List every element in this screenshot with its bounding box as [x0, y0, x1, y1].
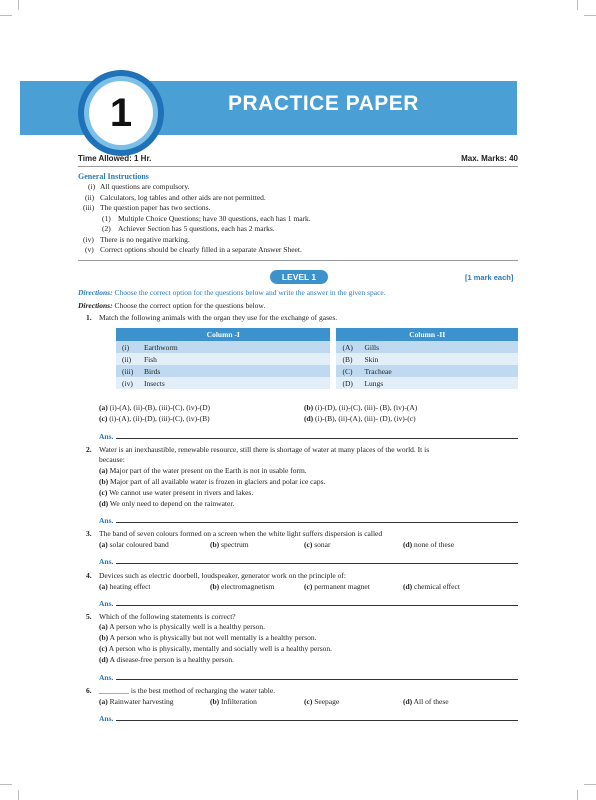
marks-each: [1 mark each] — [465, 273, 514, 282]
option-text: (i)-(D), (ii)-(C), (iii)- (B), (iv)-(A) — [315, 403, 418, 412]
cell: Lungs — [360, 377, 518, 389]
option — [304, 582, 370, 591]
option-text: A disease-free person is a healthy person. — [109, 655, 234, 664]
instruction-num: (1) — [102, 213, 111, 223]
crop-mark — [577, 790, 578, 800]
cell: Gills — [360, 341, 518, 353]
match-table — [116, 328, 518, 389]
table-row — [116, 353, 518, 365]
max-marks: Max. Marks: 40 — [461, 154, 518, 163]
answer-label: Ans. — [99, 599, 114, 608]
instruction-text: Multiple Choice Questions; have 30 questions, each has 1 mark. — [118, 213, 311, 223]
option — [99, 477, 325, 486]
option-text: Infilteration — [221, 697, 257, 706]
option — [403, 582, 460, 591]
option-text: heating effect — [109, 582, 151, 591]
question-number: 5. — [86, 612, 92, 621]
instruction-text: All questions are compulsory. — [100, 182, 190, 191]
option-label: (a) — [99, 622, 108, 631]
option-text: solar coloured band — [109, 540, 169, 549]
directions-lead: Directions: — [78, 288, 113, 297]
option-label: (b) — [210, 582, 220, 591]
option-text: A person who is physically, mentally and socially well is a healthy person. — [108, 644, 333, 653]
instructions-title: General Instructions — [78, 172, 149, 181]
row-label: (C) — [336, 365, 360, 377]
option-label: (a) — [99, 540, 108, 549]
crop-mark — [18, 790, 19, 800]
option-text: A person who is physically but not well mentally is a healthy person. — [109, 633, 317, 642]
option — [99, 414, 210, 423]
option-text: spectrum — [221, 540, 249, 549]
crop-mark — [0, 784, 12, 785]
option — [99, 655, 234, 664]
option-label: (c) — [99, 414, 108, 423]
option — [99, 582, 151, 591]
question-text: ________ is the best method of recharging the water table. — [99, 686, 276, 695]
answer-line[interactable] — [116, 720, 518, 721]
question-text: Devices such as electric doorbell, loudspeaker, generator work on the principle of: — [99, 571, 346, 580]
question-number: 2. — [86, 445, 92, 454]
option-text: We cannot use water present in rivers and lakes. — [109, 488, 254, 497]
option-text: We only need to depend on the rainwater. — [109, 499, 235, 508]
crop-mark — [0, 15, 12, 16]
option-label: (d) — [403, 582, 413, 591]
answer-line[interactable] — [116, 563, 518, 564]
option — [99, 622, 265, 631]
time-allowed: Time Allowed: 1 Hr. — [78, 154, 152, 163]
answer-label: Ans. — [99, 516, 114, 525]
option — [403, 540, 454, 549]
option — [403, 697, 449, 706]
cell: Insects — [140, 377, 330, 389]
instruction-text: Correct options should be clearly filled in a separate Answer Sheet. — [100, 245, 302, 254]
directions-text: Choose the correct option for the questions below and write the answer in the given space. — [114, 288, 386, 297]
option-label: (d) — [403, 540, 413, 549]
option-label: (c) — [304, 697, 313, 706]
paper-number-badge: 1 — [89, 81, 153, 145]
option-label: (b) — [304, 403, 314, 412]
row-label: (i) — [116, 341, 140, 353]
directions-primary — [78, 288, 386, 297]
option-label: (c) — [99, 488, 108, 497]
table-row — [116, 377, 518, 389]
question-number: 1. — [86, 313, 92, 322]
option-text: permanent magnet — [314, 582, 370, 591]
answer-label: Ans. — [99, 714, 114, 723]
option — [99, 644, 332, 653]
crop-mark — [18, 0, 19, 10]
option — [99, 499, 234, 508]
cell: Earthworm — [140, 341, 330, 353]
instruction-num: (v) — [85, 245, 94, 254]
instruction-num: (iii) — [83, 203, 95, 212]
option-text: (i)-(A), (ii)-(D), (iii)-(C), (iv)-(B) — [109, 414, 210, 423]
question-text: The band of seven colours formed on a screen when the white light suffers dispersion is called — [99, 529, 383, 538]
option-label: (a) — [99, 582, 108, 591]
column-header: Column -I — [116, 328, 330, 341]
option — [99, 488, 253, 497]
row-label: (iv) — [116, 377, 140, 389]
crop-mark — [584, 784, 596, 785]
instruction-text: There is no negative marking. — [100, 234, 190, 244]
row-label: (A) — [336, 341, 360, 353]
option-text: (i)-(B), (ii)-(A), (iii)- (D), (iv)-(c) — [315, 414, 416, 423]
option-text: (i)-(A), (ii)-(B), (iii)-(C), (iv)-(D) — [109, 403, 210, 412]
question-number: 6. — [86, 686, 92, 695]
option-label: (c) — [304, 540, 313, 549]
crop-mark — [584, 15, 596, 16]
answer-label: Ans. — [99, 432, 114, 441]
option-text: chemical effect — [414, 582, 460, 591]
answer-line[interactable] — [116, 438, 518, 439]
option — [99, 403, 210, 412]
option-label: (b) — [99, 477, 109, 486]
option — [210, 540, 249, 549]
option-text: Rainwater harvesting — [109, 697, 174, 706]
cell: Tracheae — [360, 365, 518, 377]
option-label: (a) — [99, 697, 108, 706]
option-label: (a) — [99, 466, 108, 475]
row-label: (iii) — [116, 365, 140, 377]
option-label: (a) — [99, 403, 108, 412]
question-number: 3. — [86, 529, 92, 538]
option-label: (d) — [99, 499, 109, 508]
instruction-num: (ii) — [85, 192, 95, 202]
row-label: (ii) — [116, 353, 140, 365]
option-text: none of these — [414, 540, 455, 549]
option-text: electromagnetism — [221, 582, 275, 591]
directions-secondary — [78, 301, 265, 310]
option — [99, 466, 307, 475]
instruction-text: Calculators, log tables and other aids are not permitted. — [100, 192, 266, 202]
table-row — [116, 341, 518, 353]
cell: Fish — [140, 353, 330, 365]
option-label: (c) — [99, 644, 108, 653]
instruction-text: The question paper has two sections. — [100, 203, 211, 212]
option-text: All of these — [413, 697, 449, 706]
page-title: PRACTICE PAPER — [228, 92, 419, 115]
question-text: Water is an inexhaustible, renewable resource, still there is shortage of water at many places of the world. It is — [99, 445, 430, 454]
option-label: (d) — [403, 697, 413, 706]
instruction-text: Achiever Section has 5 questions, each has 2 marks. — [118, 224, 275, 233]
row-label: (D) — [336, 377, 360, 389]
instruction-num: (i) — [88, 182, 96, 191]
level-badge: LEVEL 1 — [270, 270, 328, 284]
directions-lead: Directions: — [78, 301, 113, 310]
option — [99, 633, 316, 642]
answer-label: Ans. — [99, 673, 114, 682]
question-text: Which of the following statements is correct? — [99, 612, 236, 621]
directions-text: Choose the correct option for the questions below. — [114, 301, 266, 310]
instruction-num: (iv) — [83, 234, 94, 244]
option — [304, 540, 330, 549]
instruction-num: (2) — [102, 224, 111, 233]
row-label: (B) — [336, 353, 360, 365]
answer-line[interactable] — [116, 605, 518, 606]
option-text: Major part of all available water is frozen in glaciers and polar ice caps. — [110, 477, 326, 486]
table-row — [116, 365, 518, 377]
divider — [78, 166, 518, 167]
question-text: Match the following animals with the organ they use for the exchange of gases. — [99, 313, 338, 322]
answer-label: Ans. — [99, 557, 114, 566]
option-label: (d) — [99, 655, 109, 664]
answer-line[interactable] — [116, 679, 518, 680]
cell: Skin — [360, 353, 518, 365]
question-number: 4. — [86, 571, 92, 580]
option — [304, 403, 417, 412]
divider — [78, 260, 518, 261]
answer-line[interactable] — [116, 522, 518, 523]
option-label: (b) — [210, 540, 220, 549]
option-label: (b) — [99, 633, 109, 642]
option-label: (c) — [304, 582, 313, 591]
option — [210, 697, 257, 706]
option — [99, 540, 169, 549]
option-label: (b) — [210, 697, 220, 706]
option-text: sonar — [314, 540, 331, 549]
option-text: A person who is physically well is a healthy person. — [109, 622, 266, 631]
option — [210, 582, 274, 591]
option — [304, 697, 339, 706]
option-text: Major part of the water present on the Earth is not in usable form. — [109, 466, 307, 475]
option-text: Seepage — [314, 697, 340, 706]
column-header: Column -II — [336, 328, 518, 341]
cell: Birds — [140, 365, 330, 377]
crop-mark — [577, 0, 578, 10]
option — [304, 414, 416, 423]
option-label: (d) — [304, 414, 314, 423]
option — [99, 697, 174, 706]
question-text: because: — [99, 455, 125, 464]
